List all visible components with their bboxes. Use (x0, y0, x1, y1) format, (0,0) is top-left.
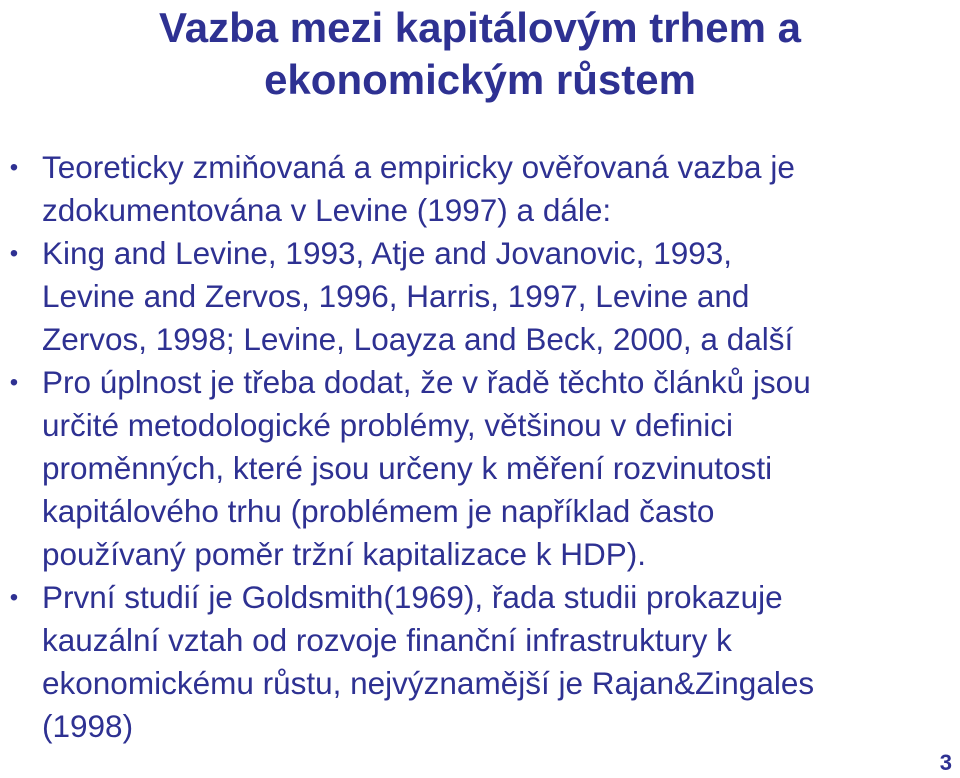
bullet-4-line-3: ekonomickému růstu, nejvýznamější je Rajan&Zingales (42, 665, 815, 701)
bullet-1-line-1: Teoreticky zmiňovaná a empiricky ověřovaná vazba je (42, 149, 795, 185)
bullet-3-line-3: proměnných, které jsou určeny k měření rozvinutosti (42, 450, 773, 486)
bullet-dot-icon: • (9, 240, 19, 267)
bullet-3-line-1: Pro úplnost je třeba dodat, že v řadě těchto článků jsou (42, 364, 811, 400)
bullet-4-line-1: První studií je Goldsmith(1969), řada studii prokazuje (42, 579, 783, 615)
bullet-item-4 (0, 576, 960, 748)
title-line-1: Vazba mezi kapitálovým trhem a (159, 4, 801, 51)
bullet-2-line-1: King and Levine, 1993, Atje and Jovanovic, 1993, (42, 235, 733, 271)
title-line-2: ekonomickým růstem (264, 56, 696, 103)
bullet-item-2 (0, 232, 960, 361)
bullet-2-line-2: Levine and Zervos, 1996, Harris, 1997, Levine and (42, 278, 750, 314)
bullet-dot-icon: • (9, 154, 19, 181)
slide-title (0, 0, 960, 106)
page-number: 3 (939, 750, 952, 775)
bullet-3-line-4: kapitálového trhu (problémem je například často (42, 493, 715, 529)
bullet-item-3 (0, 361, 960, 576)
bullet-list (0, 146, 960, 748)
bullet-2-line-3: Zervos, 1998; Levine, Loayza and Beck, 2000, a další (42, 321, 794, 357)
bullet-3-line-5: používaný poměr tržní kapitalizace k HDP). (42, 536, 646, 572)
bullet-dot-icon: • (9, 584, 19, 611)
bullet-4-line-2: kauzální vztah od rozvoje finanční infrastruktury k (42, 622, 732, 658)
bullet-4-line-4: (1998) (42, 708, 134, 744)
bullet-item-1 (0, 146, 960, 232)
bullet-dot-icon: • (9, 369, 19, 396)
bullet-3-line-2: určité metodologické problémy, většinou v definici (42, 407, 734, 443)
bullet-1-line-2: zdokumentována v Levine (1997) a dále: (42, 192, 612, 228)
